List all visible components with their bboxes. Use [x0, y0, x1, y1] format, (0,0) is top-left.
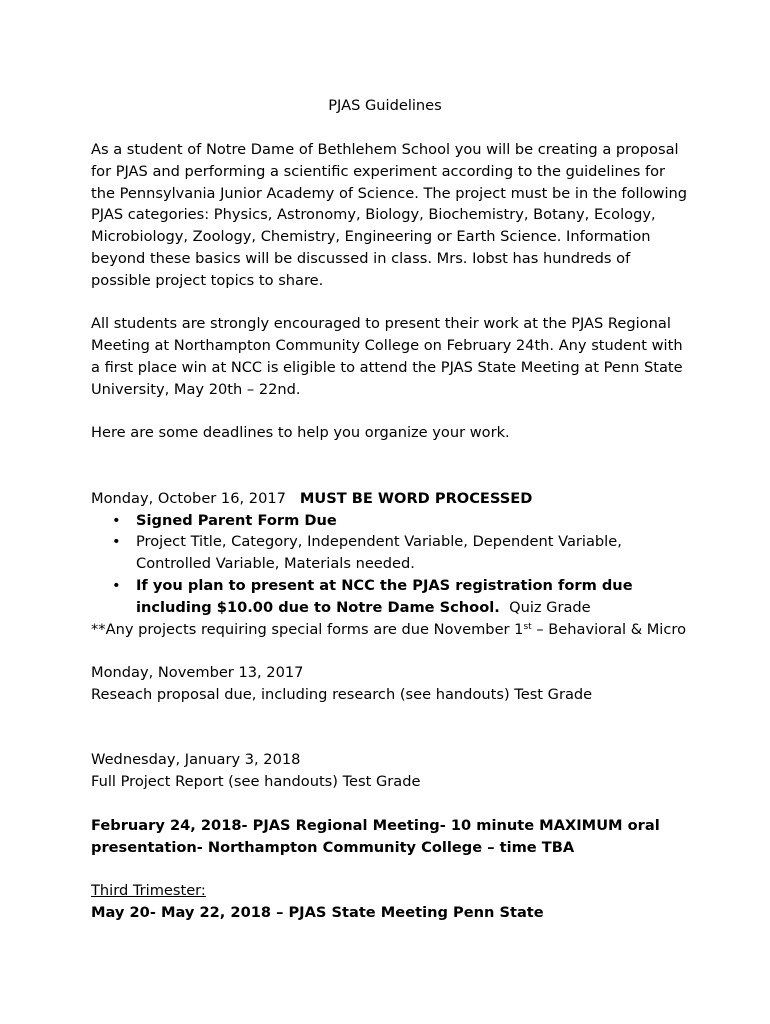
deadline-1-list: [91, 510, 691, 619]
bullet-text-parent-form: Signed Parent Form Due: [136, 511, 337, 529]
intro-paragraph: As a student of Notre Dame of Bethlehem School you will be creating a proposal for PJAS and performing a scientific experiment according to the guidelines for the Pennsylvania Junior Academy of Science. The project must be in the following PJAS categories: Physics, Astronomy, Biology, Biochemistry, Botany, Ecology, Microbiology, Zoology, Chemistry, Engineering or Earth Science. Information beyond these basics will be discussed in class. Mrs. Iobst has hundreds of possible project topics to share.: [91, 141, 688, 289]
deadline-3-date: Wednesday, January 3, 2018: [91, 751, 301, 769]
document-body: [91, 139, 691, 924]
trimester-label: Third Trimester:: [91, 882, 206, 900]
regional-meeting: February 24, 2018- PJAS Regional Meeting- 10 minute MAXIMUM oral presentation- Northampton Community College – time TBA: [91, 816, 660, 856]
list-item: [91, 531, 691, 575]
special-forms-note: **Any projects requiring special forms are due November 1st – Behavioral & Micro: [91, 620, 686, 638]
bullet-text-project-title: Project Title, Category, Independent Variable, Dependent Variable, Controlled Variable, Materials needed.: [136, 533, 622, 573]
deadline-1-note: MUST BE WORD PROCESSED: [299, 489, 533, 507]
encourage-paragraph: All students are strongly encouraged to present their work at the PJAS Regional Meeting at Northampton Community College on February 24th. Any student with a first place win at NCC is eligible to attend the PJAS State Meeting at Penn State University, May 20th – 22nd.: [91, 315, 683, 398]
list-item: [91, 575, 691, 619]
deadline-2-date: Monday, November 13, 2017: [91, 664, 304, 682]
page-title: PJAS Guidelines: [328, 97, 442, 114]
deadline-2-desc: Reseach proposal due, including research (see handouts) Test Grade: [91, 685, 593, 703]
bullet-text-registration: If you plan to present at NCC the PJAS registration form due including $10.00 due to Notre Dame School.: [136, 576, 633, 616]
deadlines-intro: Here are some deadlines to help you organize your work.: [91, 424, 510, 442]
bullet-text-quiz-grade: Quiz Grade: [509, 598, 591, 616]
deadline-1-date: Monday, October 16, 2017: [91, 489, 286, 507]
list-item: [91, 510, 691, 532]
bullet-icon: •: [112, 533, 121, 551]
bullet-icon: •: [112, 511, 121, 529]
deadline-1-heading: [91, 488, 691, 510]
bullet-icon: •: [112, 576, 121, 594]
deadline-3-desc: Full Project Report (see handouts) Test Grade: [91, 773, 421, 791]
state-meeting: May 20- May 22, 2018 – PJAS State Meeting Penn State: [91, 903, 544, 921]
